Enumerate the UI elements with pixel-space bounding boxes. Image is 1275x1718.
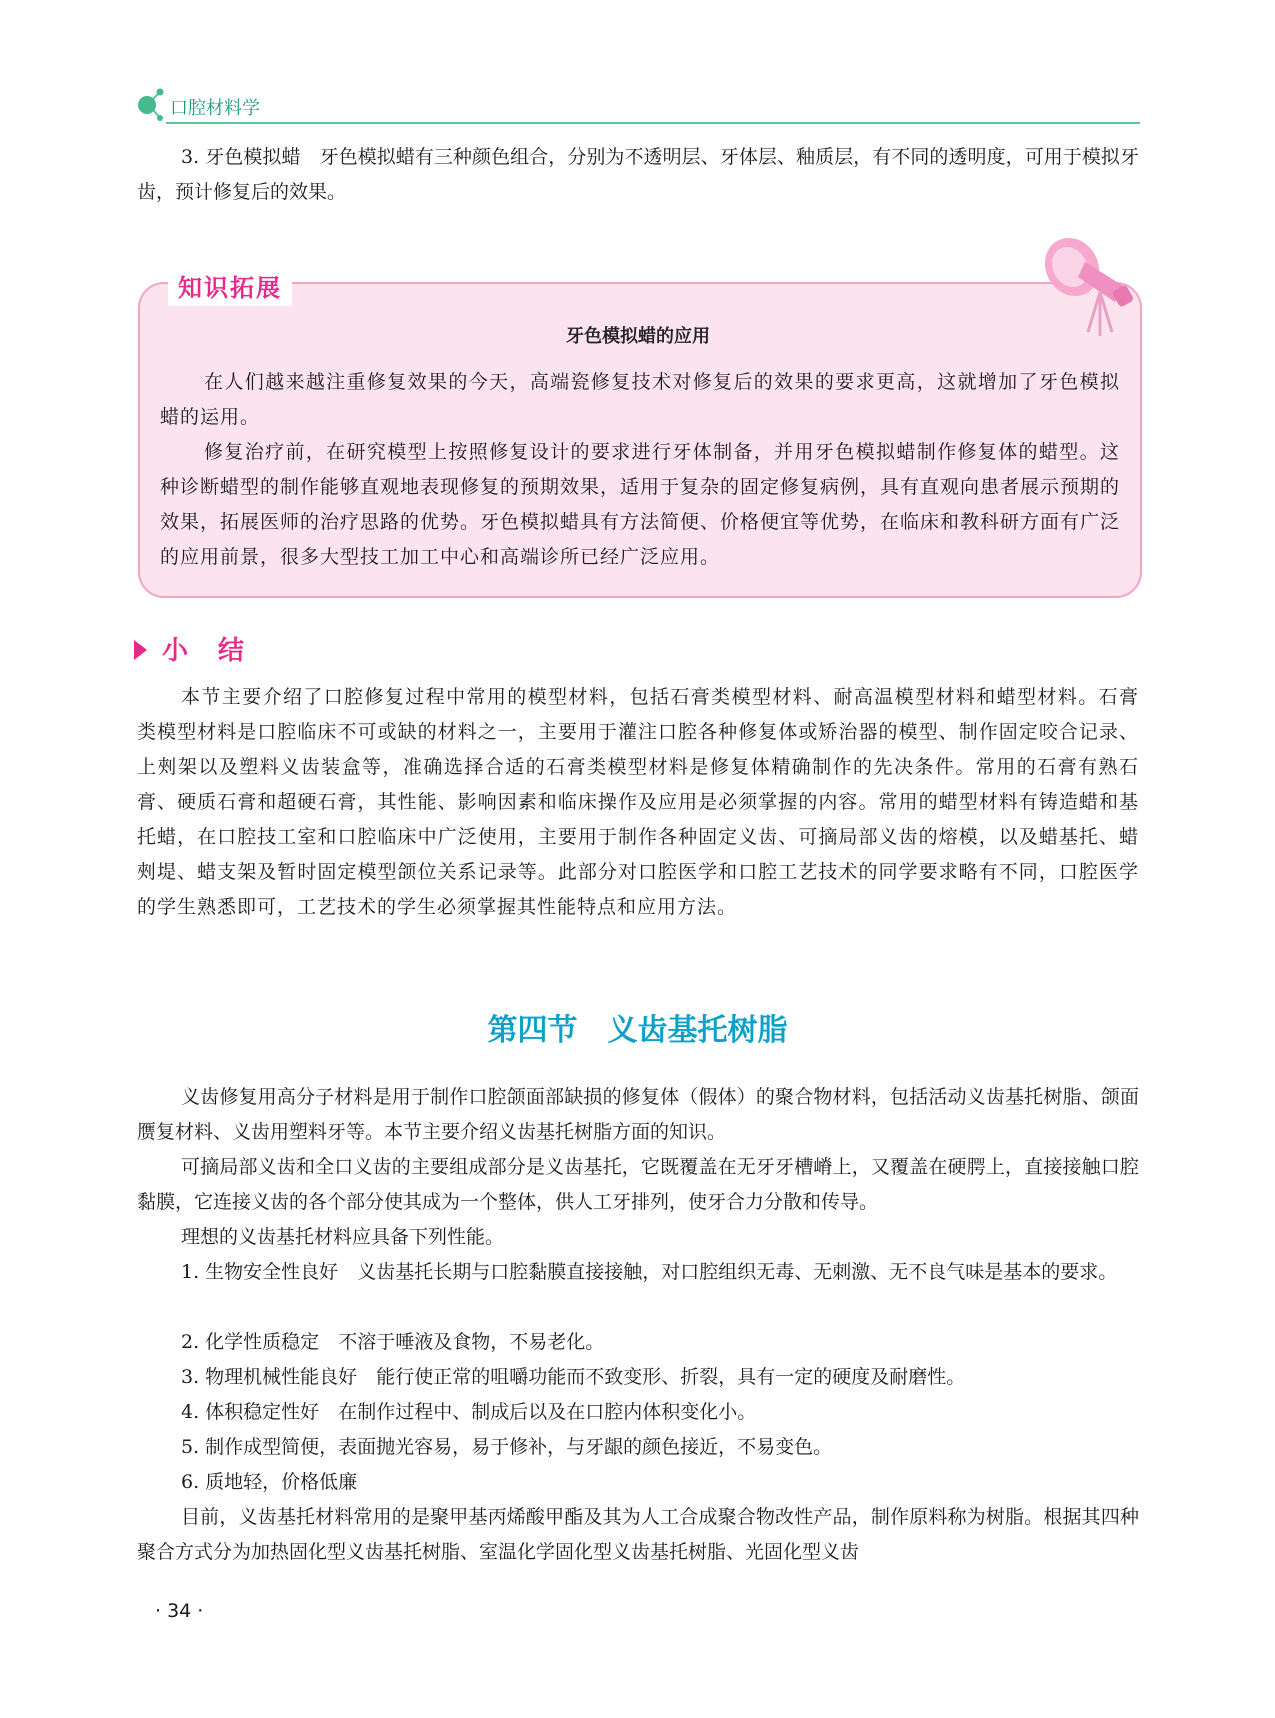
section-paragraph-2: 可摘局部义齿和全口义齿的主要组成部分是义齿基托，它既覆盖在无牙牙槽嵴上，又覆盖在硬腭上，直接接触口腔黏膜，它连接义齿的各个部分使其成为一个整体，供人工牙排列，使牙合力分散和传导。: [137, 1156, 1139, 1213]
running-header: [130, 86, 1140, 126]
property-item-2-text: 不溶于唾液及食物，不易老化。: [338, 1331, 605, 1353]
property-item-1: [137, 1255, 1139, 1290]
property-item-3: [137, 1360, 1139, 1395]
property-item-6: [137, 1465, 1139, 1500]
property-item-3-text: 能行使正常的咀嚼功能而不致变形、折裂，具有一定的硬度及耐磨性。: [376, 1366, 966, 1388]
item-3-text: 牙色模拟蜡有三种颜色组合，分别为不透明层、牙体层、釉质层，有不同的透明度，可用于模拟牙齿，预计修复后的效果。: [137, 146, 1139, 203]
property-item-4: [137, 1395, 1139, 1430]
property-item-4-text: 在制作过程中、制成后以及在口腔内体积变化小。: [338, 1401, 757, 1423]
knowledge-box-paragraph-2: 修复治疗前，在研究模型上按照修复设计的要求进行牙体制备，并用牙色模拟蜡制作修复体的蜡型。这种诊断蜡型的制作能够直观地表现修复的预期效果，适用于复杂的固定修复病例，具有直观向患者展示预期的效果，拓展医师的治疗思路的优势。牙色模拟蜡具有方法简便、价格便宜等优势，在临床和教科研方面有广泛的应用前景，很多大型技工加工中心和高端诊所已经广泛应用。: [160, 441, 1121, 568]
item-3-paragraph: [137, 140, 1139, 210]
section-title: 第四节 义齿基托树脂: [487, 1013, 788, 1048]
item-3-label: 3. 牙色模拟蜡: [181, 146, 301, 168]
property-item-5: [137, 1430, 1139, 1465]
knowledge-box-title: 牙色模拟蜡的应用: [566, 326, 710, 347]
property-item-6-label: 6. 质地轻，价格低廉: [181, 1471, 358, 1493]
property-item-2-label: 2. 化学性质稳定: [181, 1331, 320, 1353]
property-item-1-label: 1. 生物安全性良好: [181, 1261, 339, 1283]
triangle-bullet-icon: [134, 640, 147, 660]
molecule-logo-icon: [130, 86, 170, 126]
property-item-3-label: 3. 物理机械性能良好: [181, 1366, 358, 1388]
property-item-1-text: 义齿基托长期与口腔黏膜直接接触，对口腔组织无毒、无刺激、无不良气味是基本的要求。: [357, 1261, 1118, 1283]
property-item-5-label: 5. 制作成型简便，表面抛光容易，易于修补，与牙龈的颜色接近，不易变色。: [181, 1436, 833, 1458]
property-item-4-label: 4. 体积稳定性好: [181, 1401, 320, 1423]
section-paragraph-3: 理想的义齿基托材料应具备下列性能。: [181, 1226, 505, 1248]
summary-paragraph: 本节主要介绍了口腔修复过程中常用的模型材料，包括石膏类模型材料、耐高温模型材料和蜡型材料。石膏类模型材料是口腔临床不可或缺的材料之一，主要用于灌注口腔各种修复体或矫治器的模型、制作固定咬合记录、上㓨架以及塑料义齿装盒等，准确选择合适的石膏类模型材料是修复体精确制作的先决条件。常用的石膏有熟石膏、硬质石膏和超硬石膏，其性能、影响因素和临床操作及应用是必须掌握的内容。常用的蜡型材料有铸造蜡和基托蜡，在口腔技工室和口腔临床中广泛使用，主要用于制作各种固定义齿、可摘局部义齿的熔模，以及蜡基托、蜡㓨堤、蜡支架及暂时固定模型颌位关系记录等。此部分对口腔医学和口腔工艺技术的同学要求略有不同，口腔医学的学生熟悉即可，工艺技术的学生必须掌握其性能特点和应用方法。: [137, 686, 1139, 918]
book-title: 口腔材料学: [170, 98, 260, 119]
property-item-2: [137, 1325, 1139, 1360]
section-paragraph-1: 义齿修复用高分子材料是用于制作口腔颌面部缺损的修复体（假体）的聚合物材料，包括活动义齿基托树脂、颌面赝复材料、义齿用塑料牙等。本节主要介绍义齿基托树脂方面的知识。: [137, 1086, 1139, 1143]
page-number: · 34 ·: [155, 1600, 204, 1622]
section-paragraph-4: 目前，义齿基托材料常用的是聚甲基丙烯酸甲酯及其为人工合成聚合物改性产品，制作原料称为树脂。根据其四种聚合方式分为加热固化型义齿基托树脂、室温化学固化型义齿基托树脂、光固化型义齿: [137, 1506, 1139, 1563]
header-rule: [166, 122, 1140, 124]
summary-heading-text: 小 结: [162, 636, 247, 666]
knowledge-box-tag: 知识拓展: [168, 270, 292, 306]
knowledge-box-paragraph-1: 在人们越来越注重修复效果的今天，高端瓷修复技术对修复后的效果的要求更高，这就增加了牙色模拟蜡的运用。: [160, 371, 1120, 428]
